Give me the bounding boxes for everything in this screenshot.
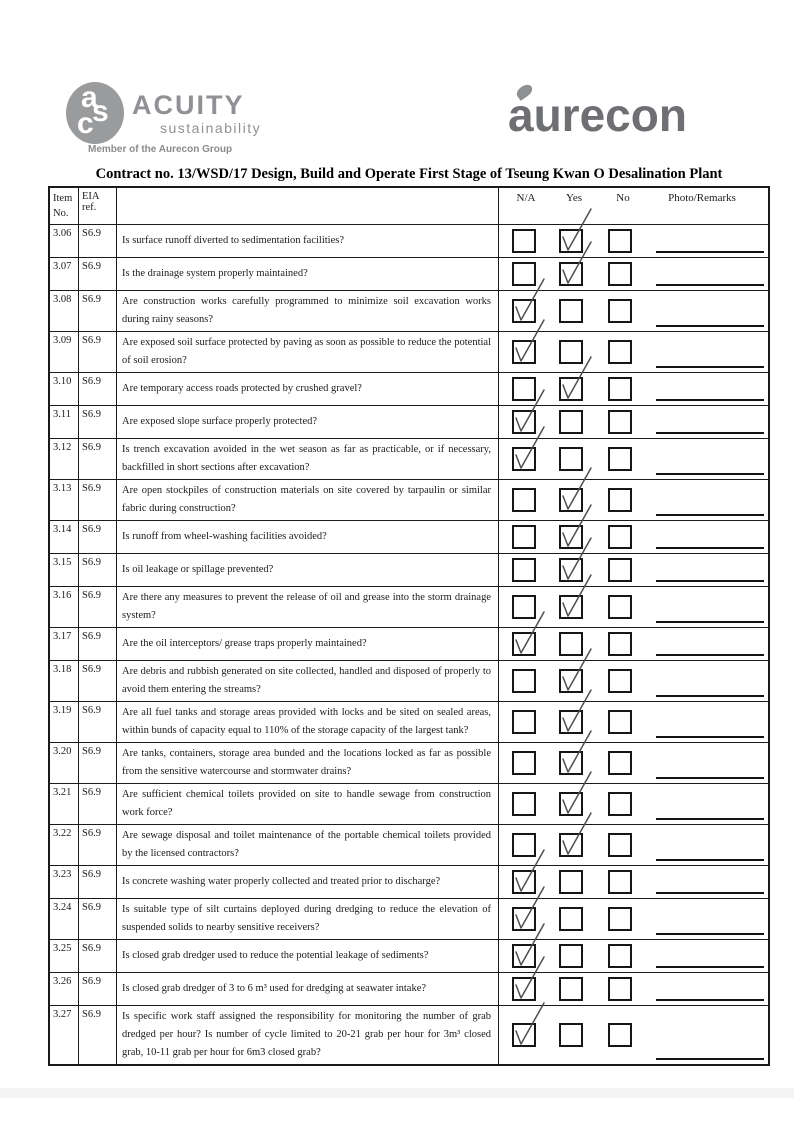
checkbox-yes (559, 710, 583, 734)
question-text: Are exposed slope surface properly protected? (122, 416, 318, 427)
checkbox-no (608, 944, 632, 968)
checkbox-no (608, 870, 632, 894)
eia-ref: S6.9 (79, 554, 117, 586)
answer-cell (499, 940, 768, 972)
answer-cell (499, 899, 768, 939)
table-row (50, 225, 768, 258)
item-no: 3.08 (50, 291, 79, 331)
item-no: 3.13 (50, 480, 79, 520)
table-row (50, 480, 768, 521)
table-row (50, 743, 768, 784)
checkbox-no (608, 410, 632, 434)
eia-ref: S6.9 (79, 940, 117, 972)
question-text: Is concrete washing water properly collected and treated prior to discharge? (122, 876, 441, 887)
remarks-line (656, 933, 764, 935)
checkbox-yes (559, 558, 583, 582)
item-no: 3.07 (50, 258, 79, 290)
aurecon-wordmark: aurecon (508, 89, 687, 141)
table-row (50, 899, 768, 940)
item-no: 3.09 (50, 332, 79, 372)
eia-ref: S6.9 (79, 702, 117, 742)
question-cell (117, 480, 499, 520)
question-text: Are debris and rubbish generated on site collected, handled and disposed of properly to avoid them entering the streams? (122, 666, 491, 695)
remarks-line (656, 284, 764, 286)
eia-ref: S6.9 (79, 628, 117, 660)
question-text: Are there any measures to prevent the release of oil and grease into the storm drainage system? (122, 592, 491, 621)
eia-ref: S6.9 (79, 899, 117, 939)
answer-cell (499, 521, 768, 553)
remarks-line (656, 736, 764, 738)
table-row (50, 554, 768, 587)
header-no-label: No. (53, 208, 69, 219)
eia-ref: S6.9 (79, 332, 117, 372)
remarks-line (656, 1058, 764, 1060)
answer-cell (499, 554, 768, 586)
checkbox-no (608, 525, 632, 549)
eia-ref: S6.9 (79, 258, 117, 290)
checkbox-yes (559, 751, 583, 775)
header-item-label: Item (53, 193, 73, 204)
acuity-subtitle: sustainability (160, 120, 262, 136)
answer-cell (499, 702, 768, 742)
eia-ref: S6.9 (79, 1006, 117, 1064)
table-row (50, 587, 768, 628)
checkbox-na (512, 1023, 536, 1047)
table-row (50, 439, 768, 480)
question-cell (117, 406, 499, 438)
item-no: 3.23 (50, 866, 79, 898)
item-no: 3.24 (50, 899, 79, 939)
question-text: Are sewage disposal and toilet maintenance of the portable chemical toilets provided by the licensed contractors? (122, 830, 491, 859)
checkbox-na (512, 792, 536, 816)
checkbox-na (512, 595, 536, 619)
answer-cell (499, 439, 768, 479)
question-cell (117, 784, 499, 824)
remarks-line (656, 251, 764, 253)
question-cell (117, 373, 499, 405)
question-cell (117, 866, 499, 898)
answer-cell (499, 225, 768, 257)
question-cell (117, 940, 499, 972)
answer-cell (499, 973, 768, 1005)
item-no: 3.15 (50, 554, 79, 586)
eia-ref: S6.9 (79, 480, 117, 520)
checkbox-no (608, 751, 632, 775)
item-no: 3.06 (50, 225, 79, 257)
table-header-row (50, 188, 768, 225)
answer-cell (499, 258, 768, 290)
checkbox-yes (559, 833, 583, 857)
checkbox-yes (559, 488, 583, 512)
checkbox-no (608, 710, 632, 734)
question-text: Are open stockpiles of construction materials on site covered by tarpaulin or similar fabric during construction? (122, 485, 491, 514)
eia-ref: S6.9 (79, 406, 117, 438)
question-cell (117, 225, 499, 257)
answer-cell (499, 406, 768, 438)
header-eia-ref: EIA ref. (79, 188, 117, 224)
item-no: 3.25 (50, 940, 79, 972)
header-question (117, 188, 499, 224)
checkbox-na (512, 229, 536, 253)
question-text: Is surface runoff diverted to sedimentation facilities? (122, 235, 344, 246)
question-text: Is specific work staff assigned the responsibility for monitoring the number of grab dredged per hour? Is number of cycle limited to 20-21 grab per hour for 3m³ closed grab, 10-11 grab per hour for 6m3 closed grab? (122, 1011, 491, 1058)
question-cell (117, 661, 499, 701)
eia-ref: S6.9 (79, 225, 117, 257)
checkbox-na (512, 525, 536, 549)
item-no: 3.10 (50, 373, 79, 405)
checkbox-yes (559, 632, 583, 656)
checkbox-no (608, 229, 632, 253)
answer-cell (499, 784, 768, 824)
item-no: 3.12 (50, 439, 79, 479)
question-text: Is oil leakage or spillage prevented? (122, 564, 274, 575)
answer-cell (499, 866, 768, 898)
checkbox-na (512, 488, 536, 512)
table-row (50, 940, 768, 973)
remarks-line (656, 473, 764, 475)
item-no: 3.22 (50, 825, 79, 865)
table-row (50, 1006, 768, 1064)
contract-title: Contract no. 13/WSD/17 Design, Build and Operate First Stage of Tseung Kwan O Desalination Plant (95, 166, 723, 182)
checkbox-no (608, 977, 632, 1001)
item-no: 3.21 (50, 784, 79, 824)
question-cell (117, 332, 499, 372)
answer-cell (499, 480, 768, 520)
checkbox-yes (559, 1023, 583, 1047)
table-row (50, 628, 768, 661)
item-no: 3.14 (50, 521, 79, 553)
answer-cell (499, 1006, 768, 1064)
question-text: Are temporary access roads protected by crushed gravel? (122, 383, 362, 394)
checkbox-na (512, 632, 536, 656)
header-answers (499, 188, 768, 224)
checkbox-yes (559, 340, 583, 364)
question-text: Is the drainage system properly maintained? (122, 268, 308, 279)
answer-cell (499, 587, 768, 627)
item-no: 3.19 (50, 702, 79, 742)
checkbox-yes (559, 944, 583, 968)
checkbox-no (608, 1023, 632, 1047)
eia-ref: S6.9 (79, 743, 117, 783)
checkbox-no (608, 632, 632, 656)
checkbox-na (512, 558, 536, 582)
eia-ref: S6.9 (79, 373, 117, 405)
checkbox-no (608, 792, 632, 816)
checkmark-icon (509, 998, 549, 1050)
aurecon-logo (508, 84, 748, 150)
table-row (50, 661, 768, 702)
checkbox-na (512, 751, 536, 775)
scan-artifact (0, 1088, 794, 1098)
question-cell (117, 521, 499, 553)
item-no: 3.18 (50, 661, 79, 701)
answer-cell (499, 628, 768, 660)
checkbox-no (608, 447, 632, 471)
header-remarks-label: Photo/Remarks (668, 192, 736, 204)
remarks-line (656, 654, 764, 656)
checkbox-yes (559, 262, 583, 286)
eia-ref: S6.9 (79, 521, 117, 553)
header-item-no (50, 188, 79, 224)
checkbox-na (512, 669, 536, 693)
checkbox-yes (559, 595, 583, 619)
question-cell (117, 743, 499, 783)
checkbox-no (608, 488, 632, 512)
checkbox-yes (559, 977, 583, 1001)
remarks-line (656, 399, 764, 401)
answer-cell (499, 332, 768, 372)
checkbox-no (608, 340, 632, 364)
checkbox-no (608, 669, 632, 693)
remarks-line (656, 777, 764, 779)
item-no: 3.27 (50, 1006, 79, 1064)
acuity-tagline: Member of the Aurecon Group (88, 144, 233, 155)
remarks-line (656, 580, 764, 582)
checkbox-yes (559, 669, 583, 693)
checkbox-na (512, 377, 536, 401)
question-cell (117, 291, 499, 331)
question-cell (117, 587, 499, 627)
question-cell (117, 702, 499, 742)
question-cell (117, 973, 499, 1005)
answer-cell (499, 661, 768, 701)
table-body (50, 225, 768, 1064)
checkbox-na (512, 907, 536, 931)
eia-ref: S6.9 (79, 866, 117, 898)
question-text: Are all fuel tanks and storage areas provided with locks and be sited on sealed areas, within bunds of capacity equal to 110% of the storage capacity of the largest tank? (122, 707, 491, 736)
table-row (50, 825, 768, 866)
checkbox-na (512, 299, 536, 323)
question-cell (117, 439, 499, 479)
question-text: Is closed grab dredger of 3 to 6 m³ used for dredging at seawater intake? (122, 983, 427, 994)
acuity-logo (66, 80, 326, 160)
question-text: Are tanks, containers, storage area bunded and the locations locked as far as possible from the sensitive watercourse and stormwater drains? (122, 748, 491, 777)
remarks-line (656, 892, 764, 894)
remarks-line (656, 695, 764, 697)
question-text: Is suitable type of silt curtains deployed during dredging to reduce the elevation of suspended solids to nearby sensitive receivers? (122, 904, 491, 933)
checkbox-no (608, 299, 632, 323)
table-row (50, 258, 768, 291)
item-no: 3.16 (50, 587, 79, 627)
item-no: 3.11 (50, 406, 79, 438)
answer-cell (499, 743, 768, 783)
checkbox-no (608, 262, 632, 286)
question-cell (117, 899, 499, 939)
checkbox-na (512, 977, 536, 1001)
item-no: 3.26 (50, 973, 79, 1005)
table-row (50, 866, 768, 899)
question-cell (117, 825, 499, 865)
remarks-line (656, 325, 764, 327)
monogram-letter: a (81, 82, 98, 114)
eia-ref: S6.9 (79, 587, 117, 627)
answer-cell (499, 291, 768, 331)
checkbox-na (512, 447, 536, 471)
item-no: 3.20 (50, 743, 79, 783)
table-row (50, 332, 768, 373)
checklist-table (48, 186, 770, 1066)
monogram-letter: s (92, 95, 109, 128)
question-text: Is runoff from wheel-washing facilities avoided? (122, 531, 327, 542)
checkbox-yes (559, 525, 583, 549)
eia-ref: S6.9 (79, 291, 117, 331)
question-text: Are sufficient chemical toilets provided on site to handle sewage from construction work force? (122, 789, 491, 818)
question-text: Are the oil interceptors/ grease traps properly maintained? (122, 638, 367, 649)
checkbox-no (608, 558, 632, 582)
table-row (50, 973, 768, 1006)
remarks-line (656, 859, 764, 861)
table-row (50, 406, 768, 439)
eia-ref: S6.9 (79, 973, 117, 1005)
checkbox-yes (559, 447, 583, 471)
checkbox-na (512, 262, 536, 286)
remarks-line (656, 366, 764, 368)
remarks-line (656, 432, 764, 434)
question-text: Is closed grab dredger used to reduce the potential leakage of sediments? (122, 950, 429, 961)
checkbox-no (608, 833, 632, 857)
checkbox-yes (559, 907, 583, 931)
table-row (50, 702, 768, 743)
question-cell (117, 1006, 499, 1064)
remarks-line (656, 818, 764, 820)
checkbox-yes (559, 377, 583, 401)
checkbox-na (512, 870, 536, 894)
checkbox-yes (559, 410, 583, 434)
remarks-line (656, 966, 764, 968)
remarks-line (656, 999, 764, 1001)
table-row (50, 291, 768, 332)
remarks-line (656, 621, 764, 623)
checkbox-no (608, 907, 632, 931)
question-cell (117, 258, 499, 290)
checkbox-na (512, 710, 536, 734)
checkbox-na (512, 833, 536, 857)
answer-cell (499, 825, 768, 865)
remarks-line (656, 514, 764, 516)
eia-ref: S6.9 (79, 784, 117, 824)
remarks-line (656, 547, 764, 549)
checkbox-no (608, 377, 632, 401)
table-row (50, 373, 768, 406)
checkbox-yes (559, 299, 583, 323)
eia-ref: S6.9 (79, 825, 117, 865)
checkbox-yes (559, 792, 583, 816)
header-na-label: N/A (516, 192, 536, 204)
table-row (50, 784, 768, 825)
eia-ref: S6.9 (79, 439, 117, 479)
eia-ref: S6.9 (79, 661, 117, 701)
question-cell (117, 628, 499, 660)
checkbox-no (608, 595, 632, 619)
acuity-monogram-icon (66, 82, 124, 144)
header-yes-label: Yes (565, 192, 583, 204)
monogram-letter: c (77, 107, 94, 140)
question-text: Is trench excavation avoided in the wet season as far as practicable, or if necessary, backfilled in short sections after excavation? (122, 444, 491, 473)
checkbox-yes (559, 229, 583, 253)
item-no: 3.17 (50, 628, 79, 660)
answer-cell (499, 373, 768, 405)
header-no-label: No (616, 192, 630, 204)
table-row (50, 521, 768, 554)
checkbox-na (512, 410, 536, 434)
checkbox-na (512, 944, 536, 968)
question-cell (117, 554, 499, 586)
question-text: Are construction works carefully programmed to minimize soil excavation works during rainy seasons? (122, 296, 491, 325)
checkbox-na (512, 340, 536, 364)
acuity-wordmark: ACUITY (132, 90, 245, 120)
checkbox-yes (559, 870, 583, 894)
question-text: Are exposed soil surface protected by paving as soon as possible to reduce the potential of soil erosion? (122, 337, 491, 366)
